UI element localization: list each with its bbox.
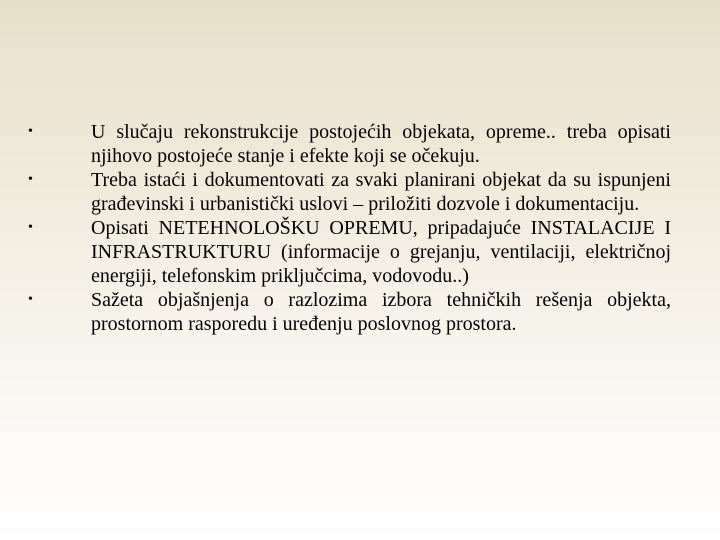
bullet-text: Treba istaći i dokumentovati za svaki planirani objekat da su ispunjeni građevinski i urbanistički uslovi – priložiti dozvole i dokumentaciju.: [91, 169, 671, 215]
list-item: [28, 168, 671, 216]
bullet-text: Opisati NETEHNOLOŠKU OPREMU, pripadajuće INSTALACIJE I INFRASTRUKTURU (informacije o grejanju, ventilaciji, električnoj energiji, telefonskim priključcima, vodovodu..): [91, 217, 671, 287]
bullet-icon: •: [28, 292, 33, 307]
bullet-text: Sažeta objašnjenja o razlozima izbora tehničkih rešenja objekta, prostornom rasporedu i uređenju poslovnog prostora.: [91, 289, 671, 335]
bullet-icon: •: [28, 220, 33, 235]
bullet-list: [28, 120, 671, 336]
list-item: [28, 216, 671, 288]
list-item: [28, 120, 671, 168]
bullet-icon: •: [28, 124, 33, 139]
list-item: [28, 288, 671, 336]
bullet-text: U slučaju rekonstrukcije postojećih objekata, opreme.. treba opisati njihovo postojeće stanje i efekte koji se očekuju.: [91, 121, 671, 167]
bullet-icon: •: [28, 172, 33, 187]
